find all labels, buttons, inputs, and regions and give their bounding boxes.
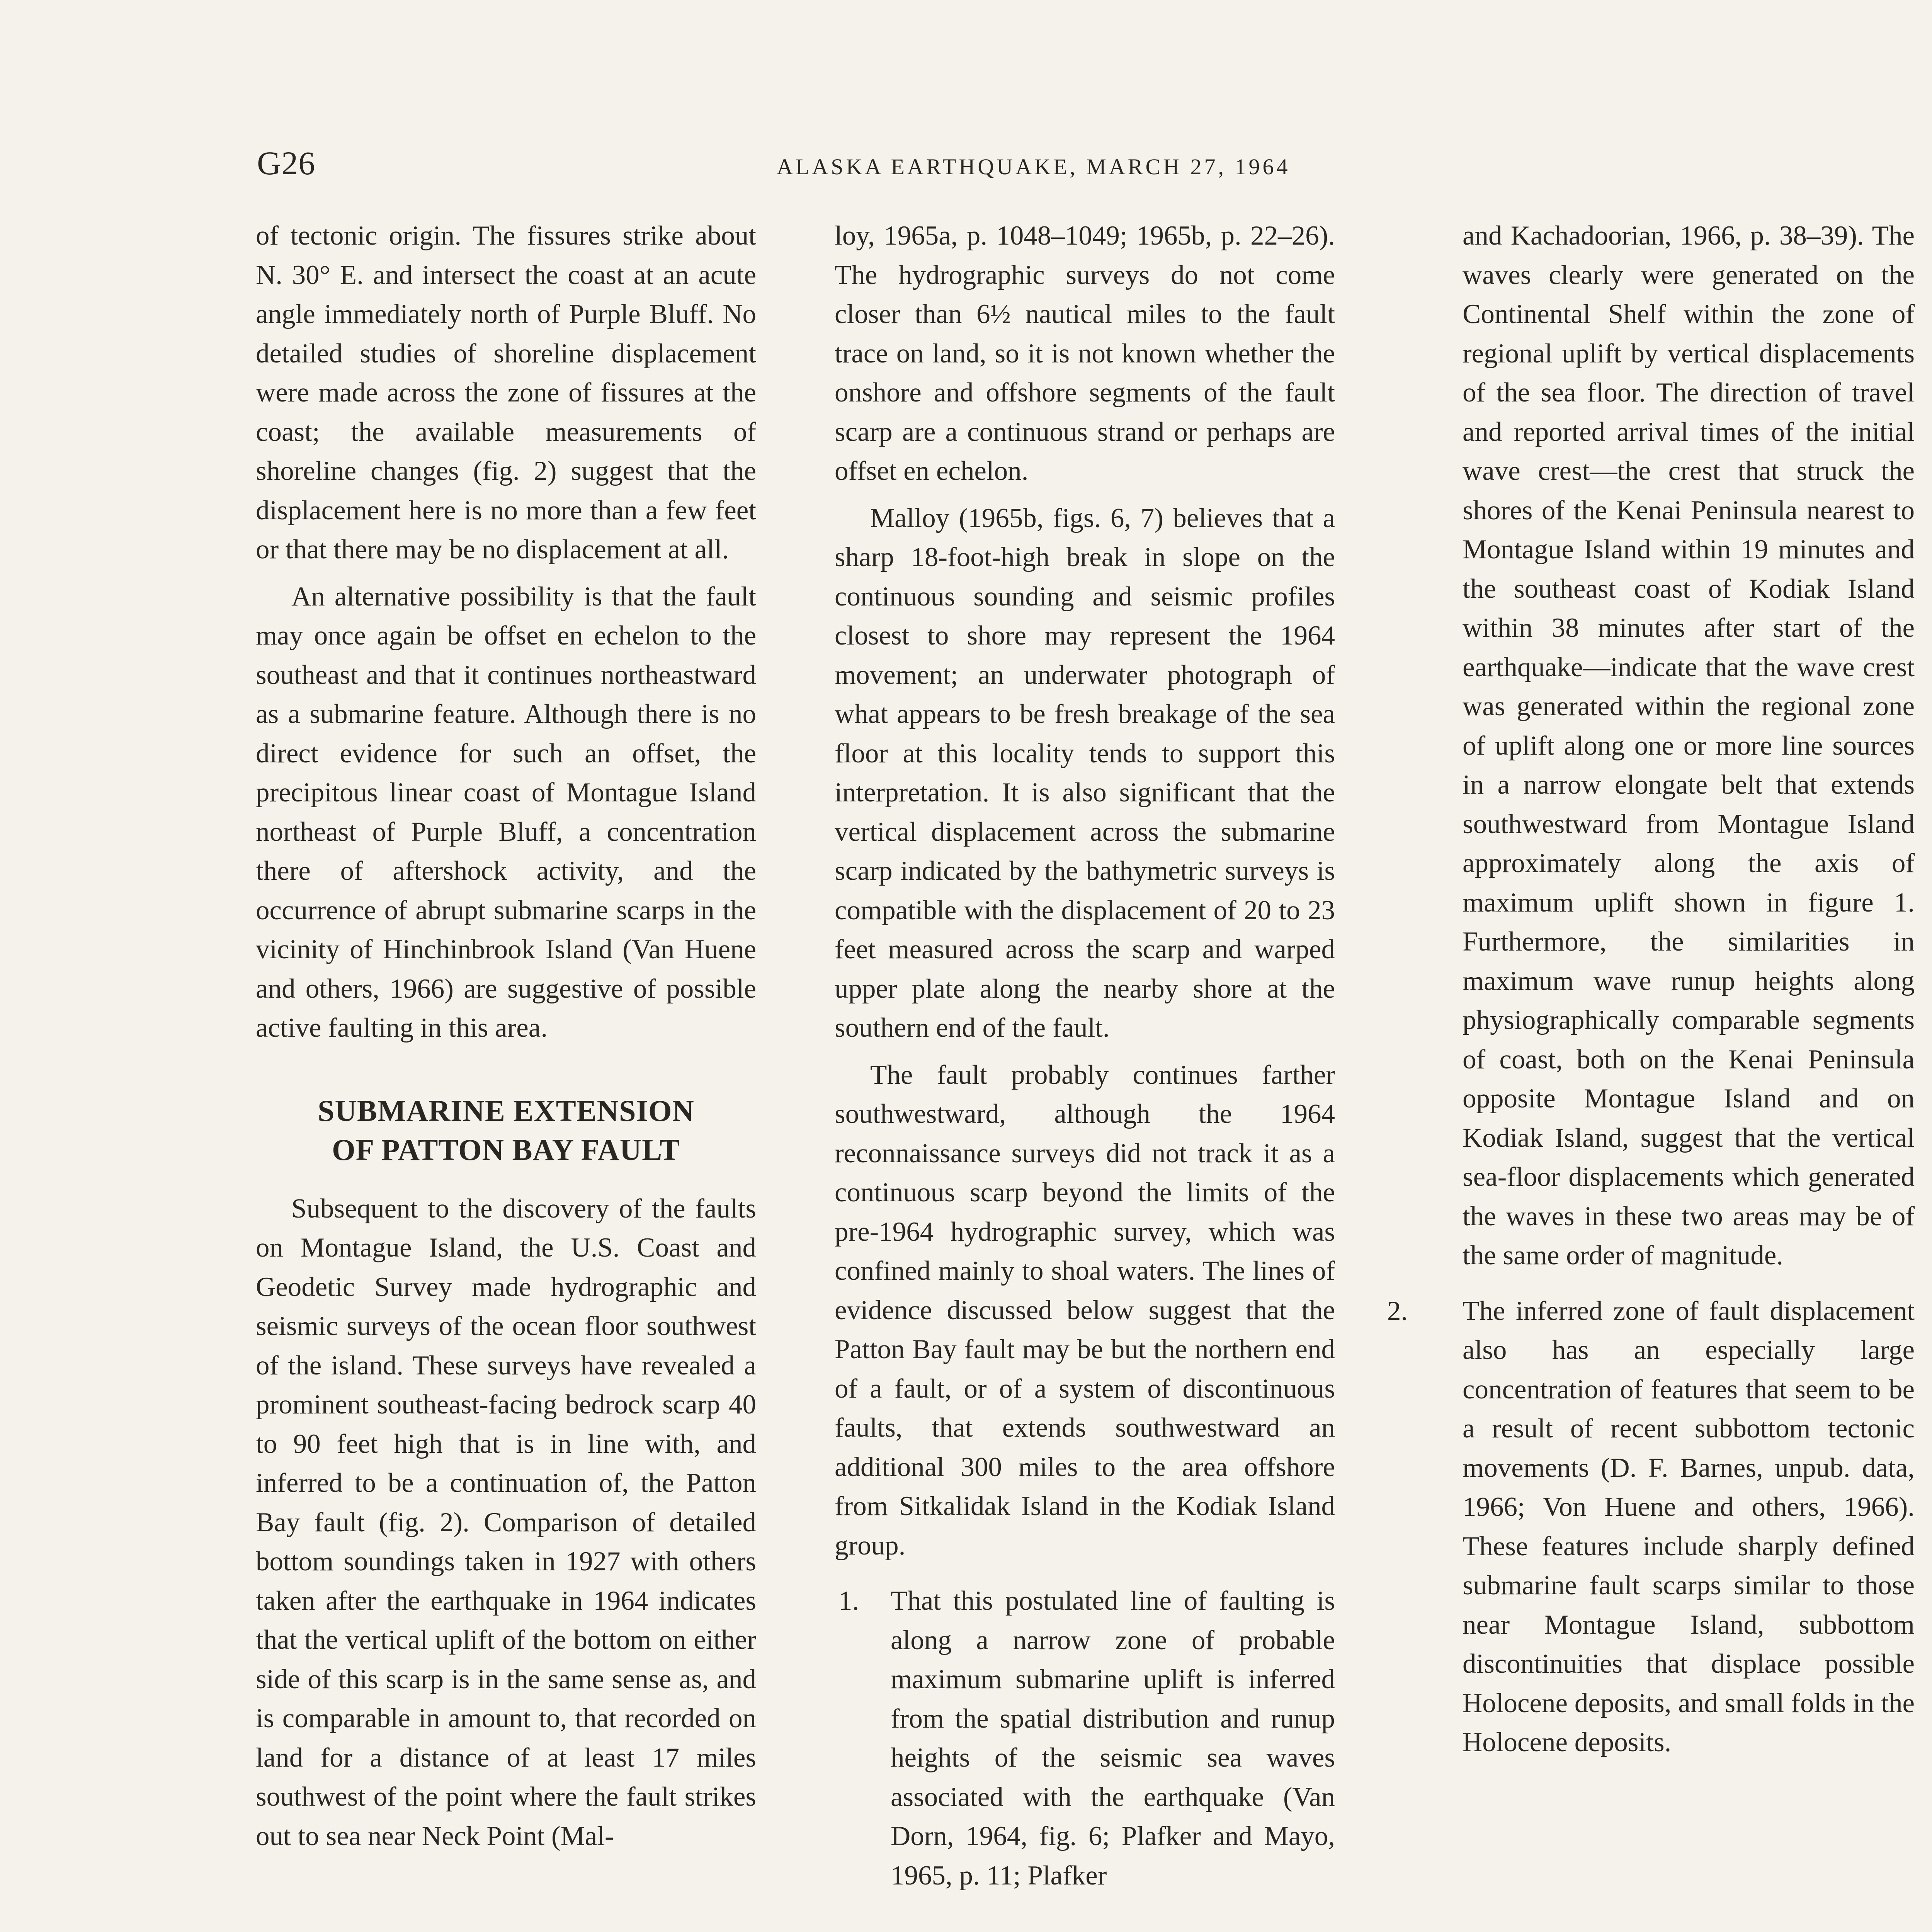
section-heading-line: OF PATTON BAY FAULT	[332, 1133, 680, 1167]
paragraph: Malloy (1965b, figs. 6, 7) believes that a sharp 18-foot-high break in slope on the continuous sounding and seismic profiles closest to shore may represent the 1964 movement; an underwater photograph of what appears to be fresh breakage of the sea floor at this locality tends to support this interpretation. It is also significant that the vertical displacement across the submarine scarp indicated by the bathymetric surveys is compatible with the displacement of 20 to 23 feet measured across the scarp and warped upper plate along the nearby shore at the southern end of the fault.	[835, 503, 1335, 1043]
running-title: ALASKA EARTHQUAKE, MARCH 27, 1964	[777, 154, 1291, 179]
list-number: 1.	[838, 1586, 859, 1616]
list-number: 2.	[1387, 1296, 1408, 1326]
paragraph: loy, 1965a, p. 1048–1049; 1965b, p. 22–26). The hydrographic surveys do not come closer than 6½ nautical miles to the fault trace on land, so it is not known whether the onshore and offshore segments of the fault scarp are a continuous strand or perhaps are offset en echelon.	[835, 221, 1335, 486]
paragraph: An alternative possibility is that the fault may once again be offset en echelon to the southeast and that it continues northeastward as a submarine feature. Although there is no direct evidence for such an offset, the precipitous linear coast of Montague Island northeast of Purple Bluff, a concentration there of aftershock activity, and the occurrence of abrupt submarine scarps in the vicinity of Hinchinbrook Island (Van Huene and others, 1966) are suggestive of possible active faulting in this area.	[256, 581, 756, 1043]
paragraph: of tectonic origin. The fissures strike about N. 30° E. and intersect the coast at an acute angle immediately north of Purple Bluff. No detailed studies of shoreline displacement were made across the zone of fissures at the coast; the available measurements of shoreline changes (fig. 2) suggest that the displacement here is no more than a few feet or that there may be no displacement at all.	[256, 221, 756, 565]
text-column-middle	[835, 216, 1335, 1895]
list-item-text: That this postulated line of faulting is along a narrow zone of probable maximum submarine uplift is inferred from the spatial distribution and runup heights of the seismic sea waves associated with the earthquake (Van Dorn, 1964, fig. 6; Plafker and Mayo, 1965, p. 11; Plafker	[891, 1586, 1335, 1891]
text-column-right	[1387, 216, 1915, 1762]
text-column-left	[256, 216, 756, 1856]
paragraph: The fault probably continues farther southwestward, although the 1964 reconnaissance surveys did not track it as a continuous scarp beyond the limits of the pre-1964 hydrographic survey, which was confined mainly to shoal waters. The lines of evidence discussed below suggest that the Patton Bay fault may be but the northern end of a fault, or of a system of discontinuous faults, that extends southwestward an additional 300 miles to the area offshore from Sitkalidak Island in the Kodiak Island group.	[835, 1060, 1335, 1561]
section-heading	[256, 1091, 756, 1169]
list-item-continuation: and Kachadoorian, 1966, p. 38–39). The waves clearly were generated on the Continental Shelf within the zone of regional uplift by vertical displacements of the sea floor. The direction of travel and reported arrival times of the initial wave crest—the crest that struck the shores of the Kenai Peninsula nearest to Montague Island within 19 minutes and the southeast coast of Kodiak Island within 38 minutes after start of the earthquake—indicate that the wave crest was generated within the regional zone of uplift along one or more line sources in a narrow elongate belt that extends southwestward from Montague Island approximately along the axis of maximum uplift shown in figure 1. Furthermore, the similarities in maximum wave runup heights along physiographically comparable segments of coast, both on the Kenai Peninsula opposite Montague Island and on Kodiak Island, suggest that the vertical sea-floor displacements which generated the waves in these two areas may be of the same order of magnitude.	[1463, 221, 1915, 1270]
list-item-text: The inferred zone of fault displacement also has an especially large concentration of features that seem to be a result of recent subbottom tectonic movements (D. F. Barnes, unpub. data, 1966; Von Huene and others, 1966). These features include sharply defined submarine fault scarps similar to those near Montague Island, subbottom discontinuities that displace possible Holocene deposits, and small folds in the Holocene deposits.	[1463, 1296, 1915, 1757]
page-number: G26	[257, 145, 316, 182]
numbered-list-item	[835, 1582, 1335, 1895]
paragraph: Subsequent to the discovery of the faults on Montague Island, the U.S. Coast and Geodetic Survey made hydrographic and seismic surveys of the ocean floor southwest of the island. These surveys have revealed a prominent southeast-facing bedrock scarp 40 to 90 feet high that is in line with, and inferred to be a continuation of, the Patton Bay fault (fig. 2). Comparison of detailed bottom soundings taken in 1927 with others taken after the earthquake in 1964 indicates that the vertical uplift of the bottom on either side of this scarp is in the same sense as, and is comparable in amount to, that recorded on land for a distance of at least 17 miles southwest of the point where the fault strikes out to sea near Neck Point (Mal-	[256, 1193, 756, 1851]
section-heading-line: SUBMARINE EXTENSION	[318, 1094, 694, 1128]
numbered-list-item	[1387, 1292, 1915, 1762]
